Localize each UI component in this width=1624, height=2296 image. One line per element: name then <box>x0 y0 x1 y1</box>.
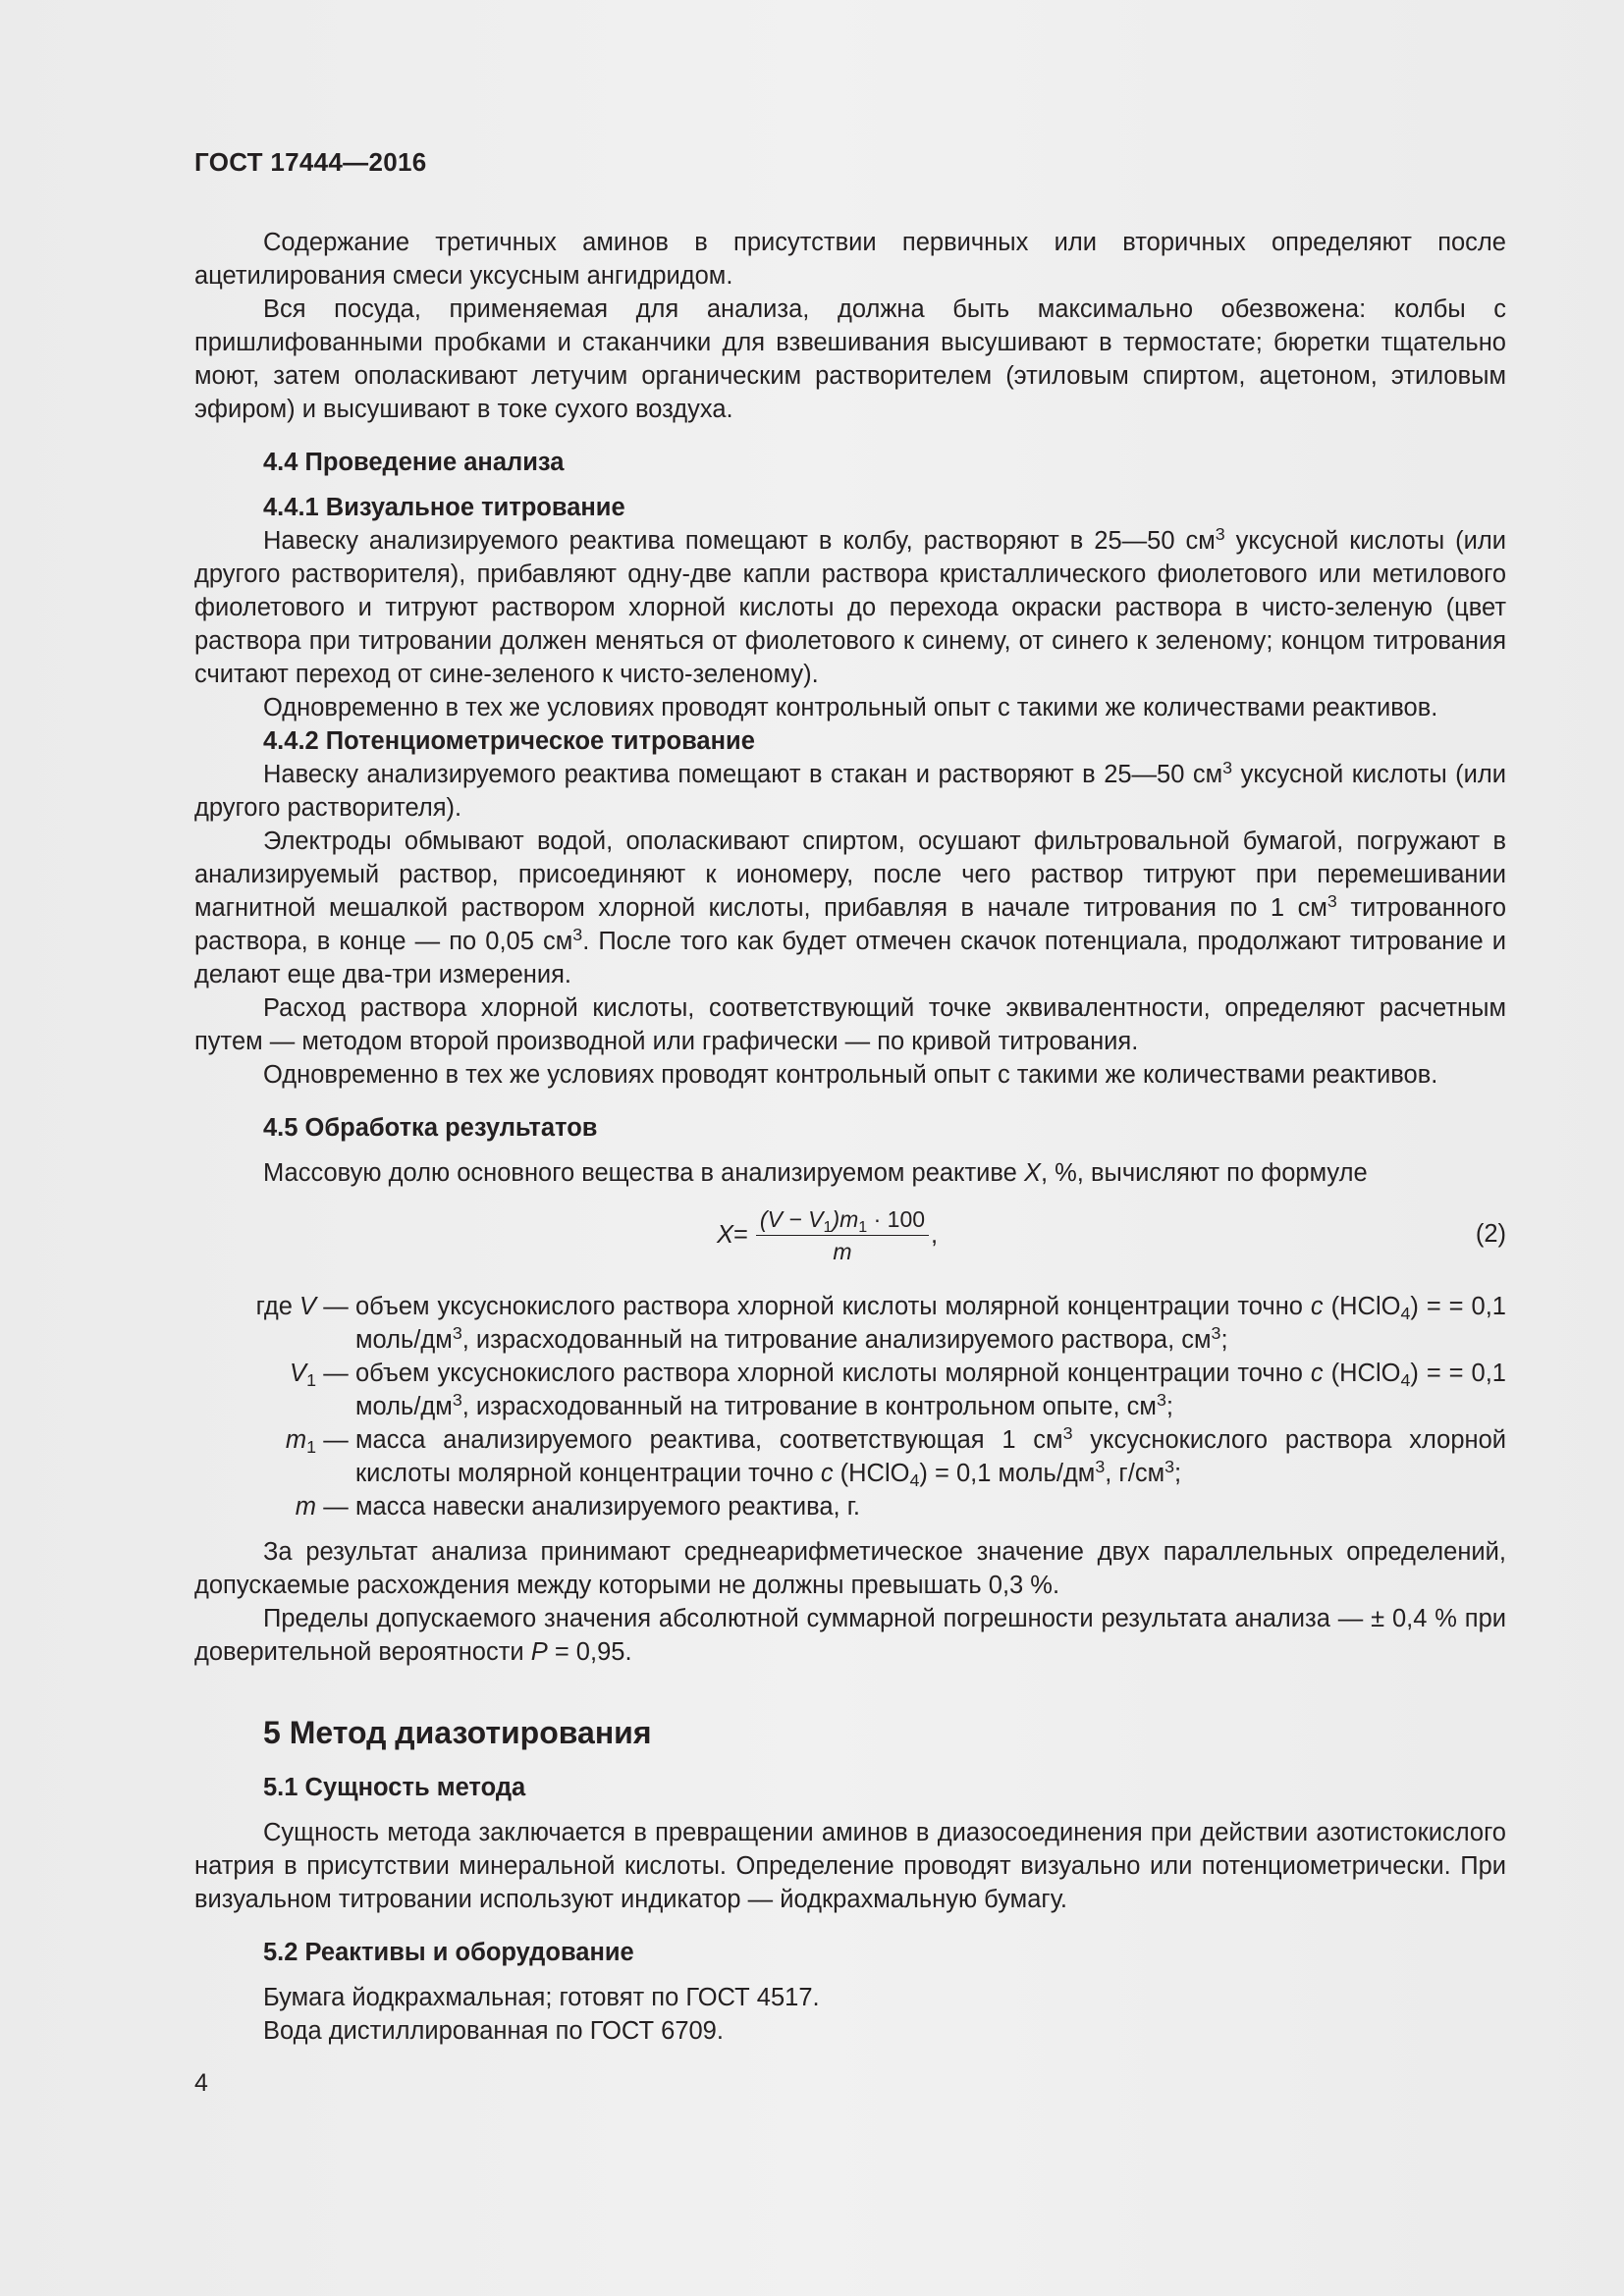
subsection-heading-5-1: 5.1 Сущность метода <box>263 1774 526 1801</box>
paragraph: Одновременно в тех же условиях проводят контрольный опыт с такими же количествами реактивов. <box>263 1061 1438 1089</box>
section-heading-4-4: 4.4 Проведение анализа <box>263 449 565 476</box>
equation-number: (2) <box>1475 1220 1506 1248</box>
paragraph: Расход раствора хлорной кислоты, соответствующий точке эквивалентности, определяют расчетным путем — методом второй производной или графически — по кривой титрования. <box>194 994 1506 1055</box>
definition-item: $m_1$ — масса анализируемого реактива, соответствующая 1 $см^3$ уксуснокислого раствора хлорной кислоты молярной концентрации точно c (HClO$_4$) = 0,1 моль/$дм^3$, $г/см^3$; <box>285 1423 1507 1490</box>
subsection-heading-4-4-1: 4.4.1 Визуальное титрование <box>263 494 625 521</box>
paragraph: Сущность метода заключается в превращении аминов в диазосоединения при действии азотистокислого натрия в присутствии минеральной кислоты. Определение проводят визуально или потенциометрически. При визуальном титровании используют индикатор — йодкрахмальную бумагу. <box>194 1819 1506 1913</box>
paragraph: Вода дистиллированная по ГОСТ 6709. <box>263 2017 724 2045</box>
definition-item: где V — объем уксуснокислого раствора хлорной кислоты молярной концентрации точно c (HClO$_4$) = = 0,1 моль/$дм^3$, израсходованный на титрование анализируемого раствора, $см^3$; <box>255 1293 1506 1354</box>
section-heading-4-5: 4.5 Обработка результатов <box>263 1114 598 1142</box>
formula-2: X = $\frac{(V - V_1)m_1 \cdot 100}{m}$ , (2) <box>717 1205 1506 1264</box>
definition-item: m — масса навески анализируемого реактива, г. <box>295 1493 860 1521</box>
subsection-heading-4-4-2: 4.4.2 Потенциометрическое титрование <box>263 727 755 755</box>
variable-definitions <box>194 1290 1506 1523</box>
definition-item: $V_1$ — объем уксуснокислого раствора хлорной кислоты молярной концентрации точно c (HClO$_4$) = = 0,1 моль/$дм^3$, израсходованный на титрование в контрольном опыте, $см^3$; <box>290 1360 1506 1420</box>
formula-denominator: m <box>833 1238 852 1264</box>
paragraph: Вся посуда, применяемая для анализа, должна быть максимально обезвожена: колбы с пришлифованными пробками и стаканчики для взвешивания высушивают в термостате; бюретки тщательно моют, затем ополаскивают летучим органическим растворителем (этиловым спиртом, ацетоном, этиловым эфиром) и высушивают в токе сухого воздуха. <box>194 295 1506 423</box>
paragraph: Одновременно в тех же условиях проводят контрольный опыт с такими же количествами реактивов. <box>263 694 1438 721</box>
formula-equals: = <box>733 1221 748 1249</box>
paragraph: Содержание третичных аминов в присутствии первичных или вторичных определяют после ацетилирования смеси уксусным ангидридом. <box>194 229 1506 290</box>
subsection-heading-5-2: 5.2 Реактивы и оборудование <box>263 1939 634 1966</box>
paragraph: Навеску анализируемого реактива помещают в колбу, растворяют в 25—50 $см^3$ уксусной кислоты (или другого растворителя), прибавляют одну-две капли раствора кристаллического фиолетового или метилового фиолетового и титруют раствором хлорной кислоты до перехода окраски раствора в чисто-зеленую (цвет раствора при титровании должен меняться от фиолетового к синему, от синего к зеленому; концом титрования считают переход от сине-зеленого к чисто-зеленому). <box>194 524 1506 688</box>
page-content <box>194 145 1506 2048</box>
paragraph: За результат анализа принимают среднеарифметическое значение двух параллельных определений, допускаемые расхождения между которыми не должны превышать 0,3 %. <box>194 1538 1506 1599</box>
paragraph: Пределы допускаемого значения абсолютной суммарной погрешности результата анализа — ± 0,4 % при доверительной вероятности P = 0,95. <box>194 1605 1506 1666</box>
formula-fraction <box>756 1205 929 1265</box>
paragraph: Массовую долю основного вещества в анализируемом реактиве X, %, вычисляют по формуле <box>263 1159 1368 1187</box>
formula-numerator: $(V - V_1)m_1 \cdot 100$ <box>756 1205 929 1236</box>
paragraph: Электроды обмывают водой, ополаскивают спиртом, осушают фильтровальной бумагой, погружают в анализируемый раствор, присоединяют к иономеру, после чего раствор титруют при перемешивании магнитной мешалкой раствором хлорной кислоты, прибавляя в начале титрования по 1 $см^3$ титрованного раствора, в конце — по 0,05 $см^3$. После того как будет отмечен скачок потенциала, продолжают титрование и делают еще два-три измерения. <box>194 828 1507 988</box>
section-heading-5: 5 Метод диазотирования <box>263 1715 652 1750</box>
paragraph: Навеску анализируемого реактива помещают в стакан и растворяют в 25—50 $см^3$ уксусной кислоты (или другого растворителя). <box>194 758 1506 822</box>
paragraph: Бумага йодкрахмальная; готовят по ГОСТ 4517. <box>263 1984 820 2011</box>
page-number: 4 <box>194 2069 208 2097</box>
formula-lhs: X <box>717 1221 734 1249</box>
document-header: ГОСТ 17444—2016 <box>194 147 427 177</box>
